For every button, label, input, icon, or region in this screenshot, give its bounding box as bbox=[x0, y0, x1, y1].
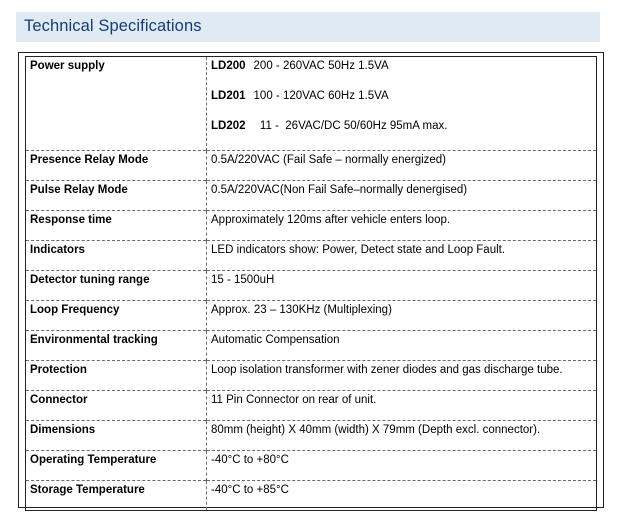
table-row bbox=[26, 151, 597, 181]
spec-label: Storage Temperature bbox=[26, 481, 207, 511]
spec-label: Indicators bbox=[26, 241, 207, 271]
spec-label: Power supply bbox=[26, 57, 207, 151]
table-row bbox=[26, 481, 597, 511]
section-header bbox=[16, 12, 600, 42]
spec-value: LED indicators show: Power, Detect state and Loop Fault. bbox=[207, 241, 597, 271]
table-row-power-supply bbox=[26, 57, 597, 151]
spec-label: Response time bbox=[26, 211, 207, 241]
spec-value: -40°C to +80°C bbox=[207, 451, 597, 481]
section-title: Technical Specifications bbox=[24, 17, 202, 35]
spec-value: Approx. 23 – 130KHz (Multiplexing) bbox=[207, 301, 597, 331]
spec-value: Loop isolation transformer with zener diodes and gas discharge tube. bbox=[207, 361, 597, 391]
spec-value: -40°C to +85°C bbox=[207, 481, 597, 511]
model-name: LD202 bbox=[211, 120, 246, 132]
model-spec: 11 - 26VAC/DC 50/60Hz 95mA max. bbox=[253, 120, 448, 132]
model-spec: 100 - 120VAC 60Hz 1.5VA bbox=[253, 90, 389, 102]
spec-value: Automatic Compensation bbox=[207, 331, 597, 361]
table-row bbox=[26, 421, 597, 451]
spec-table-frame bbox=[18, 52, 604, 508]
spec-label: Pulse Relay Mode bbox=[26, 181, 207, 211]
table-row bbox=[26, 451, 597, 481]
table-row bbox=[26, 211, 597, 241]
table-row bbox=[26, 271, 597, 301]
spec-value: 15 - 1500uH bbox=[207, 271, 597, 301]
spec-value: 11 Pin Connector on rear of unit. bbox=[207, 391, 597, 421]
spec-label: Operating Temperature bbox=[26, 451, 207, 481]
spec-label: Dimensions bbox=[26, 421, 207, 451]
spec-value: 0.5A/220VAC(Non Fail Safe–normally denergised) bbox=[207, 181, 597, 211]
table-row bbox=[26, 331, 597, 361]
table-row bbox=[26, 301, 597, 331]
table-row bbox=[26, 181, 597, 211]
table-row bbox=[26, 391, 597, 421]
model-spec: 200 - 260VAC 50Hz 1.5VA bbox=[253, 60, 389, 72]
spec-label: Environmental tracking bbox=[26, 331, 207, 361]
spec-table bbox=[25, 56, 597, 511]
model-name: LD200 bbox=[211, 60, 246, 72]
spec-label: Detector tuning range bbox=[26, 271, 207, 301]
power-line-ld201 bbox=[211, 90, 592, 120]
spec-label: Connector bbox=[26, 391, 207, 421]
spec-value-power-supply bbox=[207, 57, 597, 151]
table-row bbox=[26, 361, 597, 391]
spec-value: Approximately 120ms after vehicle enters loop. bbox=[207, 211, 597, 241]
power-line-ld202 bbox=[211, 120, 592, 150]
spec-label: Protection bbox=[26, 361, 207, 391]
spec-value: 0.5A/220VAC (Fail Safe – normally energized) bbox=[207, 151, 597, 181]
spec-label: Presence Relay Mode bbox=[26, 151, 207, 181]
spec-label: Loop Frequency bbox=[26, 301, 207, 331]
power-line-ld200 bbox=[211, 60, 592, 90]
table-row bbox=[26, 241, 597, 271]
model-name: LD201 bbox=[211, 90, 246, 102]
spec-value: 80mm (height) X 40mm (width) X 79mm (Depth excl. connector). bbox=[207, 421, 597, 451]
